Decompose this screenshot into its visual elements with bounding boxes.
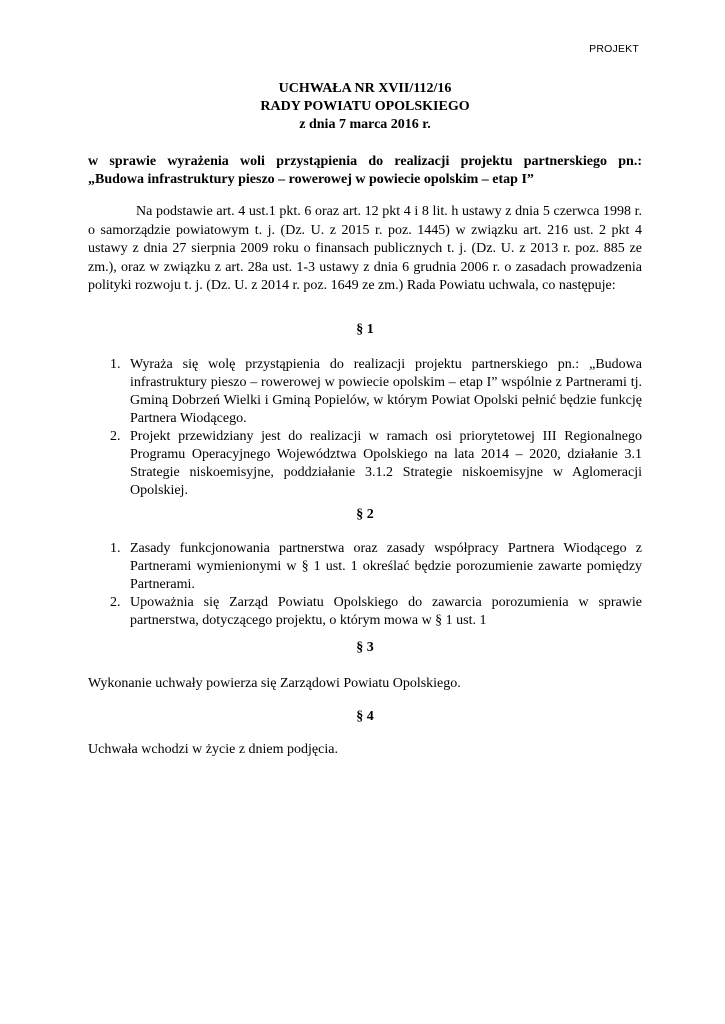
list-item <box>110 540 642 594</box>
section-heading-4: § 4 <box>356 709 374 724</box>
list-item-text: Zasady funkcjonowania partnerstwa oraz zasady współpracy Partnera Wiodącego z Partnerami wymienionymi w § 1 ust. 1 określać będzie porozumienie zawarte pomiędzy Partnerami. <box>130 541 642 592</box>
draft-label: PROJEKT <box>589 43 639 55</box>
resolution-number: UCHWAŁA NR XVII/112/16 <box>278 81 452 96</box>
list-item-text: Upoważnia się Zarząd Powiatu Opolskiego do zawarcia porozumienia w sprawie partnerstwa, dotyczącego projektu, o którym mowa w § 1 ust. 1 <box>130 595 642 628</box>
list-item-number: 1. <box>110 357 121 372</box>
resolution-subject <box>88 153 642 189</box>
list-item-text: Projekt przewidziany jest do realizacji w ramach osi priorytetowej III Regionalnego Programu Operacyjnego Województwa Opolskiego na lata 2014 – 2020, działanie 3.1 Strategie niskoemisyjne, poddziałanie 3.1.2 Strategie niskoemisyjne w Aglomeracji Opolskiej. <box>130 429 642 498</box>
section-3-text: Wykonanie uchwały powierza się Zarządowi Powiatu Opolskiego. <box>88 676 461 691</box>
resolution-date: z dnia 7 marca 2016 r. <box>299 117 431 132</box>
section-heading-3: § 3 <box>356 640 374 655</box>
section-heading-2: § 2 <box>356 507 374 522</box>
subject-line-2: „Budowa infrastruktury pieszo – rowerowej w powiecie opolskim – etap I” <box>88 172 534 187</box>
subject-line-1: w sprawie wyrażenia woli przystąpienia do realizacji projektu partnerskiego pn.: <box>88 154 642 169</box>
legal-basis-preamble <box>88 203 642 296</box>
section-heading-1: § 1 <box>356 322 374 337</box>
preamble-text: Na podstawie art. 4 ust.1 pkt. 6 oraz art. 12 pkt 4 i 8 lit. h ustawy z dnia 5 czerwca 1998 r. o samorządzie powiatowym t. j. (Dz. U. z 2015 r. poz. 1445) w związku art. 216 ust. 2 pkt 4 ustawy z dnia 27 sierpnia 2009 roku o finansach publicznych t. j. (Dz. U. z 2013 r. poz. 885 ze zm.), oraz w związku z art. 28a ust. 1-3 ustawy z dnia 6 grudnia 2006 r. o zasadach prowadzenia polityki rozwoju t. j. (Dz. U. z 2014 r. poz. 1649 ze zm.) Rada Powiatu uchwala, co następuje: <box>88 204 642 293</box>
list-item-number: 2. <box>110 595 121 610</box>
list-item-text: Wyraża się wolę przystąpienia do realizacji projektu partnerskiego pn.: „Budowa infrastruktury pieszo – rowerowej w powiecie opolskim – etap I” wspólnie z Partnerami tj. Gminą Dobrzeń Wielki i Gminą Popielów, w którym Powiat Opolski pełnić będzie funkcję Partnera Wiodącego. <box>130 357 642 426</box>
list-item <box>110 428 642 500</box>
list-item-number: 2. <box>110 429 121 444</box>
list-item <box>110 356 642 428</box>
section-1-list <box>110 356 642 500</box>
resolution-title <box>88 80 642 134</box>
list-item-number: 1. <box>110 541 121 556</box>
section-4-text: Uchwała wchodzi w życie z dniem podjęcia. <box>88 742 338 757</box>
list-item <box>110 594 642 630</box>
resolution-council: RADY POWIATU OPOLSKIEGO <box>260 99 470 114</box>
section-2-list <box>110 540 642 630</box>
